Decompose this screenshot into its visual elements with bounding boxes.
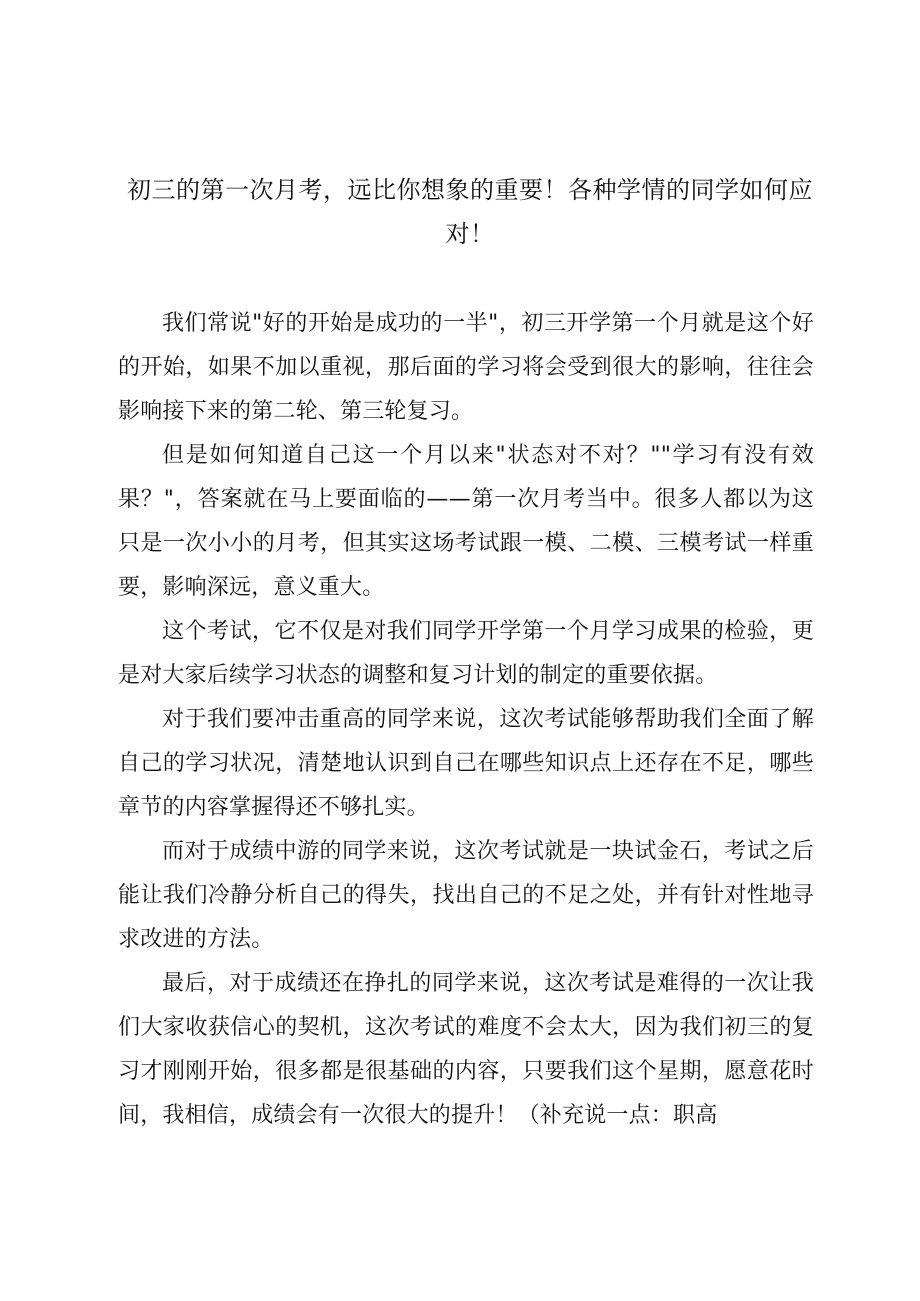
document-body [118,302,814,1138]
document-title: 初三的第一次月考，远比你想象的重要！各种学情的同学如何应对！ [127,176,813,248]
paragraph-3: 这个考试，它不仅是对我们同学开学第一个月学习成果的检验，更是对大家后续学习状态的调整和复习计划的制定的重要依据。 [118,619,814,688]
paragraph-5: 而对于成绩中游的同学来说，这次考试就是一块试金石，考试之后能让我们冷静分析自己的得失，找出自己的不足之处，并有针对性地寻求改进的方法。 [118,839,814,952]
paragraph-4: 对于我们要冲击重高的同学来说，这次考试能够帮助我们全面了解自己的学习状况，清楚地认识到自己在哪些知识点上还存在不足，哪些章节的内容掌握得还不够扎实。 [118,707,814,820]
paragraph-2: 但是如何知道自己这一个月以来"状态对不对？""学习有没有效果？"，答案就在马上要面临的——第一次月考当中。很多人都以为这只是一次小小的月考，但其实这场考试跟一模、二模、三模考试一样重要，影响深远，意义重大。 [118,443,814,600]
paragraph-1: 我们常说"好的开始是成功的一半"，初三开学第一个月就是这个好的开始，如果不加以重视，那后面的学习将会受到很大的影响，往往会影响接下来的第二轮、第三轮复习。 [118,311,814,424]
paragraph-6: 最后，对于成绩还在挣扎的同学来说，这次考试是难得的一次让我们大家收获信心的契机，这次考试的难度不会太大，因为我们初三的复习才刚刚开始，很多都是很基础的内容，只要我们这个星期，愿意花时间，我相信，成绩会有一次很大的提升！（补充说一点：职高 [118,971,814,1128]
